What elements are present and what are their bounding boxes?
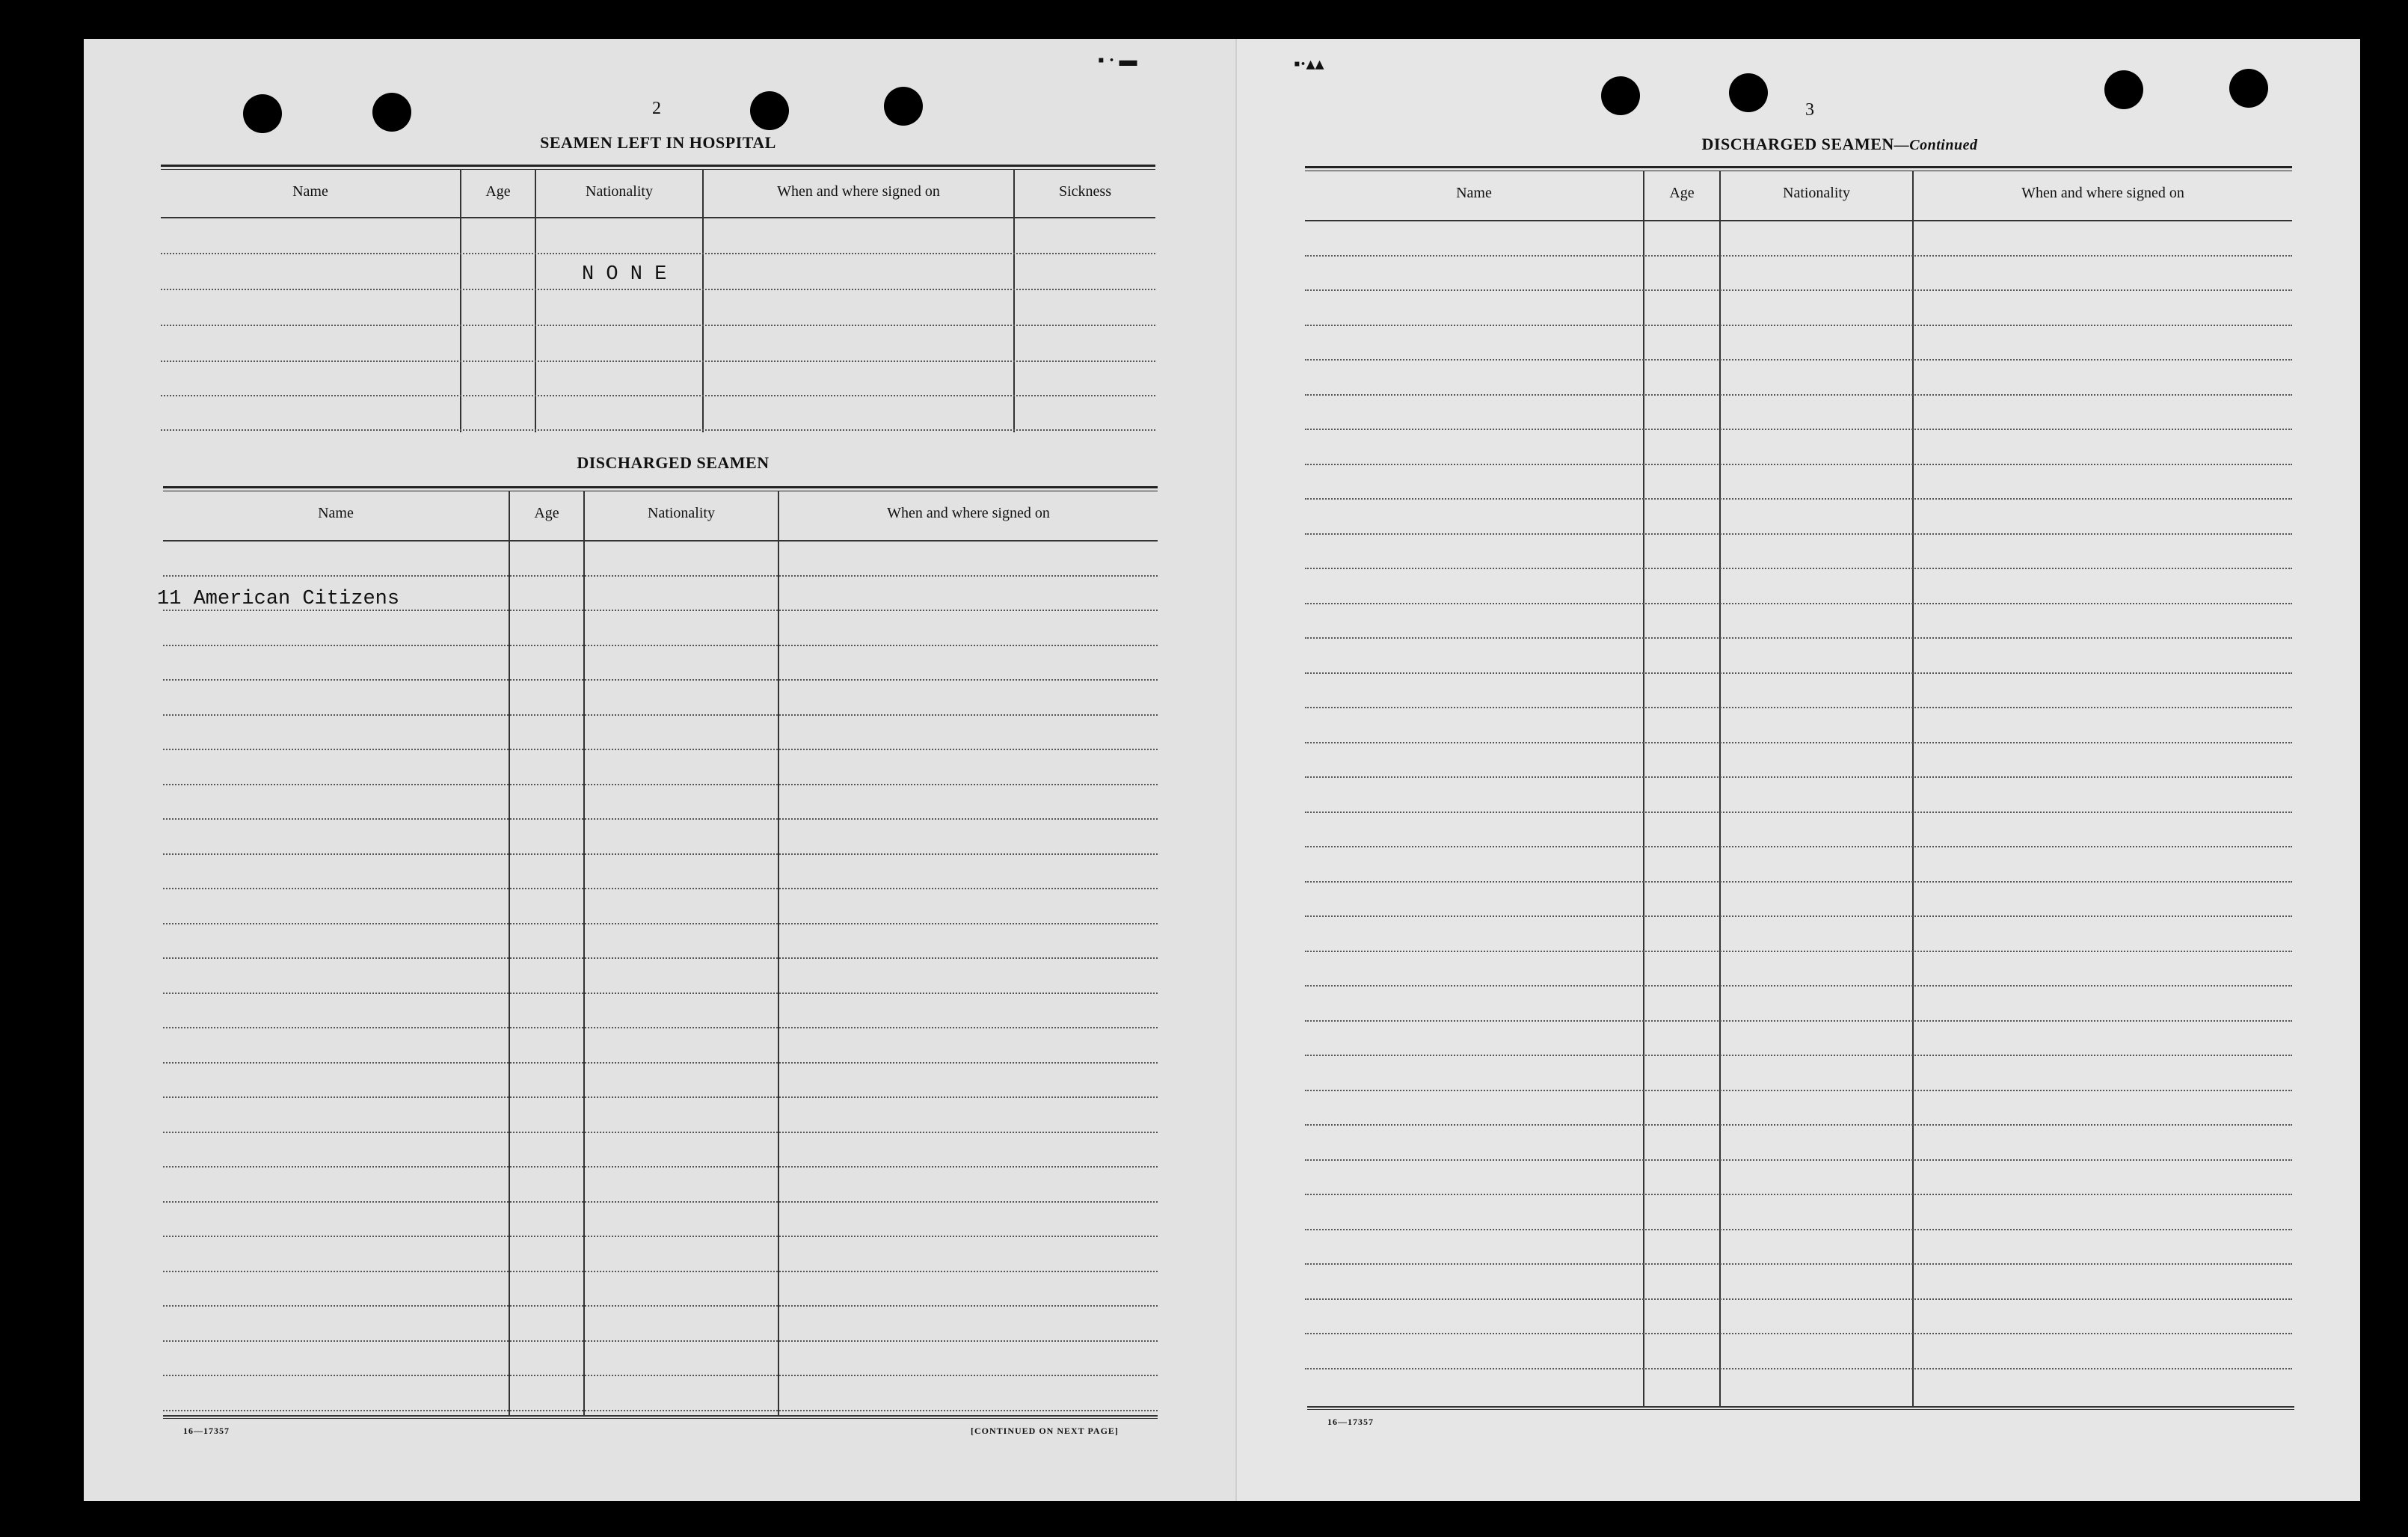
table-row-line <box>1305 568 2292 569</box>
table-row-line <box>163 818 1158 820</box>
table-row-line <box>1305 1020 2292 1022</box>
hospital-row-line <box>161 395 1155 396</box>
table-row-line <box>1305 985 2292 987</box>
table-row-line <box>163 679 1158 681</box>
discharged-col-name: Name <box>318 505 354 521</box>
table-row-line <box>163 1132 1158 1133</box>
table-row-line <box>1305 1333 2292 1334</box>
punch-hole <box>1729 73 1768 112</box>
table-row-line <box>1305 325 2292 326</box>
table-row-line <box>1305 429 2292 430</box>
hospital-col-name: Name <box>292 183 328 200</box>
table-row-line <box>1305 951 2292 952</box>
table-row-line <box>1305 672 2292 674</box>
table-row-line <box>1305 1229 2292 1230</box>
discharged-entry: 11 American Citizens <box>157 588 400 610</box>
table-row-line <box>1305 464 2292 465</box>
hospital-col-signed-on: When and where signed on <box>777 183 940 200</box>
table-row-line <box>1305 1055 2292 1056</box>
left-bottom-rule <box>163 1415 1158 1419</box>
right-header-rule <box>1305 166 2292 171</box>
left-page <box>84 39 1235 1501</box>
right-title-continued: —Continued <box>1893 137 1978 153</box>
left-page-number: 2 <box>652 99 661 118</box>
right-col-age: Age <box>1669 185 1695 201</box>
discharged-col-nationality: Nationality <box>648 505 715 521</box>
hospital-row-line <box>161 253 1155 254</box>
discharged-header-rule <box>163 486 1158 491</box>
right-bottom-rule <box>1307 1406 2294 1410</box>
table-row-line <box>1305 1263 2292 1265</box>
table-row-line <box>163 1271 1158 1272</box>
table-row-line <box>163 923 1158 924</box>
table-row-line <box>1305 742 2292 743</box>
right-col-nationality: Nationality <box>1783 185 1850 201</box>
discharged-col-divider <box>509 491 510 1415</box>
hospital-col-divider <box>1013 169 1015 432</box>
right-col-divider <box>1643 171 1644 1408</box>
discharged-col-divider <box>583 491 585 1415</box>
table-row-line <box>163 714 1158 716</box>
right-title-main: DISCHARGED SEAMEN <box>1701 135 1894 153</box>
table-row-line <box>163 1305 1158 1307</box>
hospital-entry-none: N O N E <box>582 263 667 286</box>
continued-note: [CONTINUED ON NEXT PAGE] <box>971 1426 1119 1436</box>
table-row-line <box>1305 394 2292 396</box>
table-row-line <box>163 1340 1158 1342</box>
discharged-col-signed-on: When and where signed on <box>887 505 1050 521</box>
table-row-line <box>163 1062 1158 1064</box>
hospital-row-line <box>161 289 1155 290</box>
table-row-line <box>1305 881 2292 883</box>
table-row-line <box>1305 707 2292 708</box>
table-row-line <box>163 1236 1158 1237</box>
right-form-number: 16—17357 <box>1327 1417 1374 1427</box>
hospital-col-age: Age <box>485 183 511 200</box>
page-fold <box>1235 39 1237 1501</box>
punch-hole <box>2104 70 2143 109</box>
table-row-line <box>1305 533 2292 535</box>
table-row-line <box>1305 846 2292 847</box>
right-section-title <box>1608 135 2071 154</box>
hospital-col-nationality: Nationality <box>586 183 653 200</box>
table-row-line <box>1305 1194 2292 1195</box>
right-page-number: 3 <box>1805 100 1814 120</box>
hospital-header-rule <box>161 165 1155 170</box>
table-row-line <box>1305 255 2292 257</box>
left-form-number: 16—17357 <box>183 1426 230 1436</box>
punch-hole <box>884 87 923 126</box>
discharged-section-title: DISCHARGED SEAMEN <box>577 453 770 472</box>
hospital-section-title: SEAMEN LEFT IN HOSPITAL <box>540 133 776 152</box>
hospital-row-line <box>161 361 1155 362</box>
table-row-line <box>163 853 1158 855</box>
table-row-line <box>1305 1159 2292 1161</box>
top-mark-left: ▪ · ▬ <box>1098 51 1137 70</box>
hospital-col-divider <box>535 169 536 432</box>
right-col-signed-on: When and where signed on <box>2021 185 2184 201</box>
hospital-col-divider <box>702 169 704 432</box>
table-row-line <box>163 993 1158 994</box>
table-row-line <box>163 749 1158 750</box>
table-row-line <box>163 645 1158 646</box>
table-row-line <box>1305 498 2292 500</box>
discharged-col-divider <box>778 491 779 1415</box>
table-row-line <box>1305 1298 2292 1300</box>
table-row-line <box>163 1410 1158 1411</box>
right-col-divider <box>1912 171 1914 1408</box>
table-row-line <box>163 1027 1158 1028</box>
punch-hole <box>243 94 282 133</box>
table-row-line <box>1305 289 2292 291</box>
table-header-bottom <box>1305 220 2292 221</box>
table-row-line <box>1305 1368 2292 1369</box>
punch-hole <box>2229 69 2268 108</box>
table-row-line <box>1305 359 2292 361</box>
table-row-line <box>1305 812 2292 813</box>
table-row-line <box>163 1201 1158 1203</box>
top-mark-right: ▪·▴▴ <box>1294 55 1324 74</box>
hospital-row-line <box>161 325 1155 326</box>
table-row-line <box>1305 603 2292 604</box>
table-row-line <box>163 784 1158 785</box>
right-col-name: Name <box>1456 185 1492 201</box>
table-row-line <box>1305 776 2292 778</box>
table-header-bottom <box>163 540 1158 542</box>
punch-hole <box>750 91 789 130</box>
table-row-line <box>1305 1090 2292 1091</box>
table-row-line <box>163 957 1158 959</box>
table-row-line <box>1305 915 2292 917</box>
hospital-row-line <box>161 429 1155 431</box>
hospital-header-bottom <box>161 217 1155 218</box>
hospital-col-sickness: Sickness <box>1059 183 1111 200</box>
right-col-divider <box>1719 171 1721 1408</box>
punch-hole <box>372 93 411 132</box>
table-row-line <box>1305 637 2292 639</box>
table-row-line <box>163 1166 1158 1168</box>
table-row-line <box>163 1375 1158 1376</box>
discharged-col-age: Age <box>534 505 559 521</box>
table-row-line <box>163 1096 1158 1098</box>
table-row-line <box>1305 1124 2292 1126</box>
right-page <box>1235 39 2360 1501</box>
table-row-line <box>163 575 1158 577</box>
table-row-line <box>163 888 1158 889</box>
hospital-col-divider <box>460 169 461 432</box>
punch-hole <box>1601 76 1640 115</box>
